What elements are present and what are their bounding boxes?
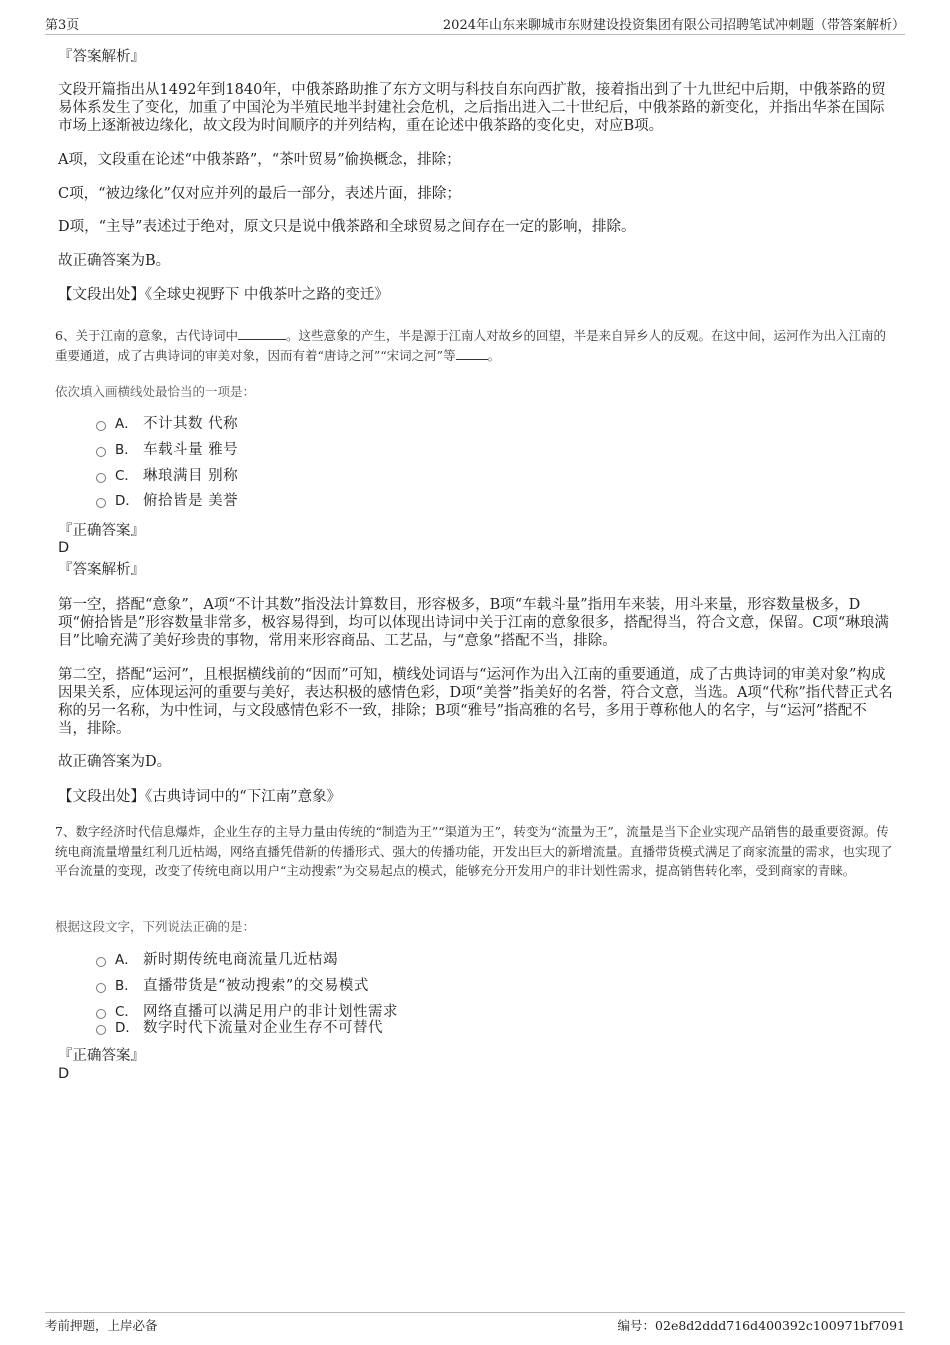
q5-analysis-paragraph: A项，文段重在论述“中俄茶路”，“茶叶贸易”偷换概念，排除； xyxy=(58,152,461,168)
radio-button-icon[interactable] xyxy=(96,421,106,431)
q5-analysis-paragraph: D项，“主导”表述过于绝对，原文只是说中俄茶路和全球贸易之间存在一定的影响，排除。 xyxy=(58,219,636,235)
fill-blank xyxy=(456,347,488,360)
q7-prompt: 根据这段文字，下列说法正确的是： xyxy=(55,919,256,934)
q7-option-c[interactable]: C． 网络直播可以满足用户的非计划性需求 xyxy=(96,1002,398,1022)
page-number: 第3页 xyxy=(45,18,80,33)
q7-stem: 7、数字经济时代信息爆炸，企业生存的主导力量由传统的“制造为王”“渠道为王”，转变为“流量为王”，流量是当下企业实现产品销售的最重要资源。传统电商流量增量红利几近枯竭，网络直播凭借新的传播形式、强大的传播功能，开发出巨大的新增流量。直播带货模式满足了商家流量的需求，也实现了平台流量的变现，改变了传统电商以用户“主动搜索”为交易起点的模式，能够充分开发用户的非计划性需求，提高销售转化率，受到商家的青睐。 xyxy=(55,824,893,878)
q6-correct-answer: D xyxy=(58,540,70,556)
q5-source: 【文段出处】《全球史视野下 中俄茶叶之路的变迁》 xyxy=(58,287,389,303)
q6-stem: 6、关于江南的意象，古代诗词中 。这些意象的产生，半是源于江南人对故乡的回望，半是来自异乡人的反观。在这中间，运河作为出入江南的重要通道，成了古典诗词的审美对象，因而有着“唐诗之河”“宋词之河”等 。 xyxy=(55,328,886,363)
q6-prompt: 依次填入画横线处最恰当的一项是： xyxy=(55,384,256,399)
page-footer xyxy=(45,1312,905,1333)
radio-button-icon[interactable] xyxy=(96,447,106,457)
q7-correct-answer: D xyxy=(58,1066,70,1082)
q6-analysis-paragraph: 第一空，搭配“意象”，A项“不计其数”指没法计算数目，形容极多，B项“车载斗量”指用车来装，用斗来量，形容数量极多，D项“俯拾皆是”形容数量非常多，极容易得到，均可以体现出诗词中关于江南的意象很多，搭配得当，符合文意，保留。C项“琳琅满目”比喻充满了美好珍贵的事物，常用来形容商品、工艺品，与“意象”搭配不当，排除。 xyxy=(58,597,889,649)
q6-option-c[interactable]: C． 琳琅满目 别称 xyxy=(96,466,238,486)
q6-option-d[interactable]: D． 俯拾皆是 美誉 xyxy=(96,491,238,511)
page-header xyxy=(45,14,905,35)
radio-button-icon[interactable] xyxy=(96,983,106,993)
q6-answer-conclusion: 故正确答案为D。 xyxy=(58,754,172,770)
q7-option-b[interactable]: B． 直播带货是“被动搜索”的交易模式 xyxy=(96,976,369,996)
q5-answer-conclusion: 故正确答案为B。 xyxy=(58,253,171,269)
radio-button-icon[interactable] xyxy=(96,1025,106,1035)
q6-analysis-label: 『答案解析』 xyxy=(58,562,145,578)
q5-analysis-paragraph: C项，“被边缘化”仅对应并列的最后一部分，表述片面，排除； xyxy=(58,186,461,202)
q7-correct-label: 『正确答案』 xyxy=(58,1048,145,1064)
q6-option-a[interactable]: A． 不计其数 代称 xyxy=(96,414,238,434)
q7-option-a[interactable]: A． 新时期传统电商流量几近枯竭 xyxy=(96,950,338,970)
fill-blank xyxy=(238,327,286,340)
document-id: 编号：02e8d2ddd716d400392c100971bf7091 xyxy=(617,1318,905,1333)
q6-source: 【文段出处】《古典诗词中的“下江南”意象》 xyxy=(58,789,342,805)
q5-analysis-paragraph: 文段开篇指出从1492年到1840年，中俄茶路助推了东方文明与科技自东向西扩散，接着指出到了十九世纪中后期，中俄茶路的贸易体系发生了变化，加重了中国沦为半殖民地半封建社会危机，之后指出进入二十世纪后，中俄茶路的新变化，并指出华茶在国际市场上逐渐被边缘化，故文段为时间顺序的并列结构，重在论述中俄茶路的变化史，对应B项。 xyxy=(58,82,886,134)
q6-analysis-paragraph: 第二空，搭配“运河”，且根据横线前的“因而”可知，横线处词语与“运河作为出入江南的重要通道，成了古典诗词的审美对象”构成因果关系，应体现运河的重要与美好，表达积极的感情色彩，D项“美誉”指美好的名誉，符合文意，当选。A项“代称”指代替正式名称的另一名称，为中性词，与文段感情色彩不一致，排除；B项“雅号”指高雅的名号，多用于尊称他人的名字，与“运河”搭配不当，排除。 xyxy=(58,667,893,737)
radio-button-icon[interactable] xyxy=(96,957,106,967)
radio-button-icon[interactable] xyxy=(96,498,106,508)
q7-option-d[interactable]: D． 数字时代下流量对企业生存不可替代 xyxy=(96,1018,383,1038)
q6-option-b[interactable]: B． 车载斗量 雅号 xyxy=(96,440,238,460)
document-title: 2024年山东来聊城市东财建设投资集团有限公司招聘笔试冲刺题（带答案解析） xyxy=(442,18,905,33)
q6-correct-label: 『正确答案』 xyxy=(58,523,145,539)
footer-slogan: 考前押题，上岸必备 xyxy=(45,1318,158,1333)
q5-analysis-label: 『答案解析』 xyxy=(58,49,145,65)
radio-button-icon[interactable] xyxy=(96,473,106,483)
